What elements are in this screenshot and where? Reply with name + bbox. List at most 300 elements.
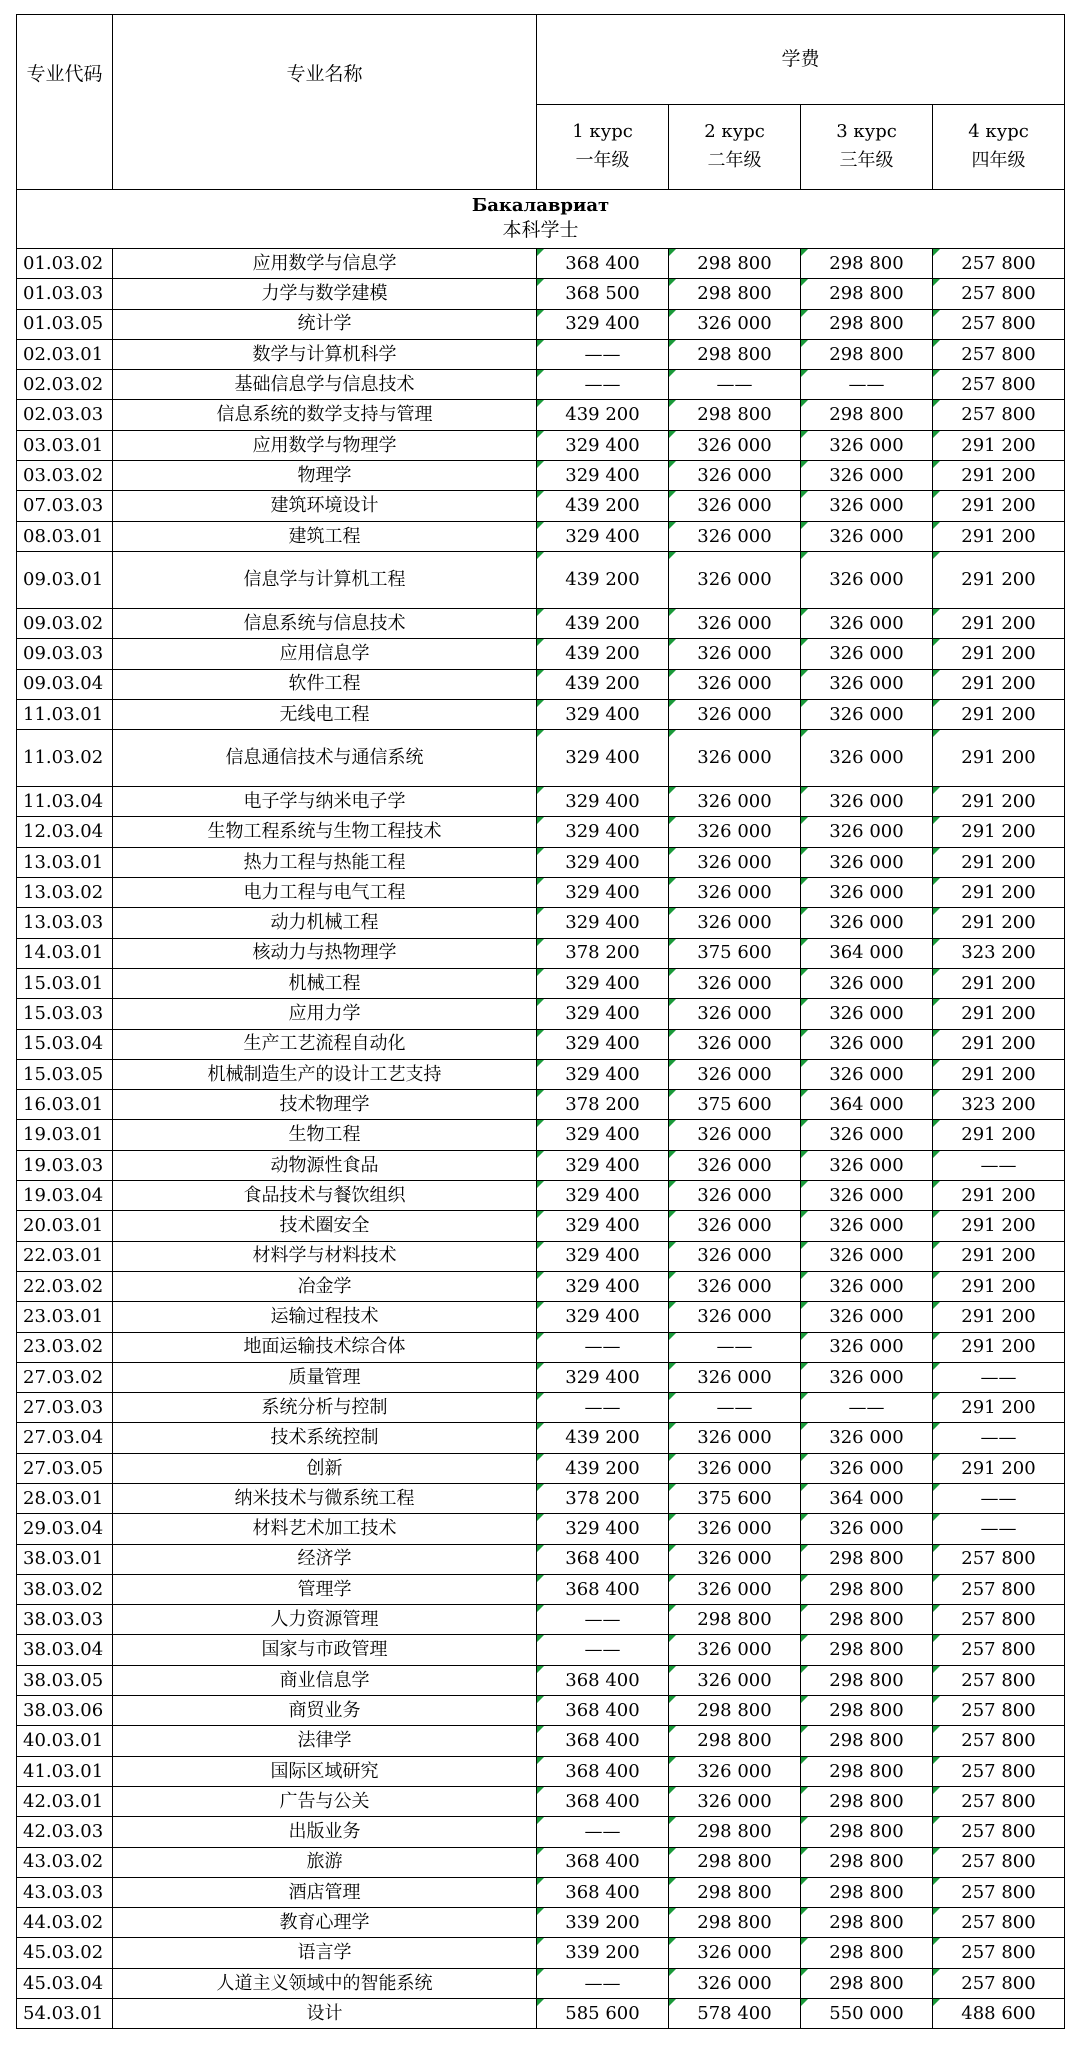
cell-fee-course-4: 257 800 (933, 1665, 1065, 1695)
cell-fee-course-4: 291 200 (933, 730, 1065, 787)
cell-code: 19.03.04 (17, 1181, 113, 1211)
cell-fee-course-1: 329 400 (537, 1211, 669, 1241)
cell-fee-course-3: 326 000 (801, 1302, 933, 1332)
table-row (17, 608, 1065, 638)
cell-name: 地面运输技术综合体 (113, 1332, 537, 1362)
cell-fee-course-3: 326 000 (801, 847, 933, 877)
table-row (17, 669, 1065, 699)
cell-fee-course-2: 298 800 (669, 1605, 801, 1635)
cell-fee-course-1: 368 400 (537, 1786, 669, 1816)
cell-fee-course-4: 257 800 (933, 1605, 1065, 1635)
cell-fee-course-3: 326 000 (801, 730, 933, 787)
cell-fee-course-3: 298 800 (801, 339, 933, 369)
cell-name: 语言学 (113, 1938, 537, 1968)
cell-fee-course-2: 326 000 (669, 1514, 801, 1544)
cell-fee-course-1: 329 400 (537, 1362, 669, 1392)
cell-fee-course-4: 257 800 (933, 1544, 1065, 1574)
cell-name: 信息系统的数学支持与管理 (113, 400, 537, 430)
cell-name: 食品技术与餐饮组织 (113, 1181, 537, 1211)
table-row (17, 1786, 1065, 1816)
cell-fee-course-2: 326 000 (669, 521, 801, 551)
header-course-3: 3 курс 三年级 (801, 104, 933, 189)
cell-fee-course-2: 326 000 (669, 1271, 801, 1301)
cell-fee-course-1: 368 400 (537, 1726, 669, 1756)
cell-fee-course-3: 326 000 (801, 491, 933, 521)
cell-code: 08.03.01 (17, 521, 113, 551)
cell-fee-course-1: 329 400 (537, 1302, 669, 1332)
cell-code: 27.03.05 (17, 1453, 113, 1483)
cell-name: 基础信息学与信息技术 (113, 370, 537, 400)
cell-fee-course-3: 326 000 (801, 999, 933, 1029)
cell-name: 物理学 (113, 461, 537, 491)
cell-fee-course-3: 364 000 (801, 938, 933, 968)
cell-fee-course-3: 298 800 (801, 400, 933, 430)
cell-fee-course-2: 298 800 (669, 1726, 801, 1756)
cell-fee-course-2: 326 000 (669, 639, 801, 669)
cell-fee-course-1: 329 400 (537, 999, 669, 1029)
cell-fee-course-3: 326 000 (801, 1241, 933, 1271)
table-row (17, 1514, 1065, 1544)
table-row (17, 908, 1065, 938)
table-row (17, 400, 1065, 430)
cell-fee-course-3: 298 800 (801, 1756, 933, 1786)
table-row (17, 339, 1065, 369)
cell-name: 广告与公关 (113, 1786, 537, 1816)
cell-code: 16.03.01 (17, 1090, 113, 1120)
cell-fee-course-3: 326 000 (801, 968, 933, 998)
cell-fee-course-3: 326 000 (801, 521, 933, 551)
cell-code: 43.03.02 (17, 1847, 113, 1877)
cell-fee-course-1: 439 200 (537, 551, 669, 608)
cell-code: 22.03.01 (17, 1241, 113, 1271)
cell-code: 28.03.01 (17, 1483, 113, 1513)
cell-fee-course-2: 298 800 (669, 1908, 801, 1938)
cell-code: 02.03.02 (17, 370, 113, 400)
cell-code: 13.03.03 (17, 908, 113, 938)
cell-fee-course-4: 291 200 (933, 1271, 1065, 1301)
cell-name: 法律学 (113, 1726, 537, 1756)
cell-name: 应用数学与信息学 (113, 249, 537, 279)
table-row (17, 1181, 1065, 1211)
cell-fee-course-2: 326 000 (669, 491, 801, 521)
cell-fee-course-3: 364 000 (801, 1090, 933, 1120)
cell-fee-course-1: 368 400 (537, 1756, 669, 1786)
cell-fee-course-1: 329 400 (537, 309, 669, 339)
cell-code: 54.03.01 (17, 1999, 113, 2029)
table-row (17, 787, 1065, 817)
table-row (17, 1847, 1065, 1877)
cell-fee-course-4: 323 200 (933, 1090, 1065, 1120)
cell-fee-course-2: 326 000 (669, 551, 801, 608)
cell-fee-course-1: 439 200 (537, 491, 669, 521)
cell-fee-course-4: 291 200 (933, 669, 1065, 699)
cell-fee-course-2: 326 000 (669, 1150, 801, 1180)
table-row (17, 1362, 1065, 1392)
table-row (17, 1332, 1065, 1362)
cell-fee-course-2: 326 000 (669, 1665, 801, 1695)
table-row (17, 551, 1065, 608)
cell-name: 机械工程 (113, 968, 537, 998)
cell-code: 45.03.02 (17, 1938, 113, 1968)
cell-name: 应用信息学 (113, 639, 537, 669)
table-row (17, 1120, 1065, 1150)
cell-fee-course-2: 326 000 (669, 1029, 801, 1059)
cell-fee-course-2: 375 600 (669, 938, 801, 968)
table-row (17, 491, 1065, 521)
cell-fee-course-3: 298 800 (801, 249, 933, 279)
cell-fee-course-2: 326 000 (669, 1938, 801, 1968)
cell-name: 机械制造生产的设计工艺支持 (113, 1059, 537, 1089)
cell-code: 38.03.04 (17, 1635, 113, 1665)
table-row (17, 847, 1065, 877)
cell-fee-course-4: 291 200 (933, 878, 1065, 908)
cell-fee-course-2: —— (669, 370, 801, 400)
cell-name: 动力机械工程 (113, 908, 537, 938)
cell-fee-course-4: 291 200 (933, 1332, 1065, 1362)
header-course-1: 1 курс 一年级 (537, 104, 669, 189)
cell-fee-course-3: 298 800 (801, 1968, 933, 1998)
cell-fee-course-4: 257 800 (933, 1938, 1065, 1968)
cell-name: 运输过程技术 (113, 1302, 537, 1332)
cell-fee-course-1: 439 200 (537, 1423, 669, 1453)
cell-name: 数学与计算机科学 (113, 339, 537, 369)
cell-fee-course-4: 257 800 (933, 400, 1065, 430)
cell-fee-course-2: 326 000 (669, 1453, 801, 1483)
cell-fee-course-3: 298 800 (801, 1696, 933, 1726)
cell-fee-course-3: 326 000 (801, 787, 933, 817)
cell-fee-course-3: 326 000 (801, 639, 933, 669)
table-row (17, 1059, 1065, 1089)
cell-name: 国际区域研究 (113, 1756, 537, 1786)
cell-fee-course-4: 257 800 (933, 370, 1065, 400)
cell-fee-course-2: —— (669, 1393, 801, 1423)
cell-fee-course-3: 298 800 (801, 1726, 933, 1756)
cell-name: 冶金学 (113, 1271, 537, 1301)
cell-name: 统计学 (113, 309, 537, 339)
cell-fee-course-2: 326 000 (669, 699, 801, 729)
table-row (17, 461, 1065, 491)
cell-code: 15.03.04 (17, 1029, 113, 1059)
cell-code: 15.03.03 (17, 999, 113, 1029)
table-row (17, 1696, 1065, 1726)
cell-fee-course-2: 326 000 (669, 1423, 801, 1453)
cell-fee-course-3: 364 000 (801, 1483, 933, 1513)
table-row (17, 1999, 1065, 2029)
table-row (17, 521, 1065, 551)
section-row (17, 190, 1065, 249)
cell-name: 应用力学 (113, 999, 537, 1029)
cell-fee-course-4: 291 200 (933, 1120, 1065, 1150)
table-row (17, 1938, 1065, 1968)
cell-fee-course-2: 326 000 (669, 1211, 801, 1241)
cell-fee-course-4: 291 200 (933, 999, 1065, 1029)
cell-fee-course-4: 257 800 (933, 1756, 1065, 1786)
cell-fee-course-2: 578 400 (669, 1999, 801, 2029)
cell-fee-course-1: 368 400 (537, 1574, 669, 1604)
cell-name: 热力工程与热能工程 (113, 847, 537, 877)
cell-fee-course-1: 329 400 (537, 817, 669, 847)
cell-code: 11.03.04 (17, 787, 113, 817)
cell-name: 建筑工程 (113, 521, 537, 551)
table-row (17, 430, 1065, 460)
cell-fee-course-4: 291 200 (933, 521, 1065, 551)
cell-name: 创新 (113, 1453, 537, 1483)
cell-fee-course-3: 298 800 (801, 1877, 933, 1907)
cell-fee-course-1: 329 400 (537, 847, 669, 877)
cell-fee-course-1: —— (537, 1968, 669, 1998)
cell-name: 无线电工程 (113, 699, 537, 729)
cell-fee-course-3: 326 000 (801, 1362, 933, 1392)
cell-code: 03.03.02 (17, 461, 113, 491)
cell-name: 技术物理学 (113, 1090, 537, 1120)
cell-fee-course-4: 291 200 (933, 430, 1065, 460)
cell-fee-course-4: 291 200 (933, 908, 1065, 938)
cell-fee-course-1: —— (537, 1817, 669, 1847)
cell-name: 教育心理学 (113, 1908, 537, 1938)
cell-fee-course-3: 326 000 (801, 1181, 933, 1211)
cell-fee-course-2: 326 000 (669, 430, 801, 460)
cell-name: 经济学 (113, 1544, 537, 1574)
cell-fee-course-2: 326 000 (669, 461, 801, 491)
cell-fee-course-2: 298 800 (669, 1847, 801, 1877)
cell-fee-course-2: 298 800 (669, 400, 801, 430)
cell-fee-course-2: 326 000 (669, 1574, 801, 1604)
cell-fee-course-3: 326 000 (801, 1453, 933, 1483)
cell-name: 电子学与纳米电子学 (113, 787, 537, 817)
cell-name: 电力工程与电气工程 (113, 878, 537, 908)
cell-fee-course-4: 291 200 (933, 847, 1065, 877)
cell-code: 13.03.01 (17, 847, 113, 877)
cell-name: 核动力与热物理学 (113, 938, 537, 968)
cell-fee-course-4: 257 800 (933, 309, 1065, 339)
table-row (17, 1393, 1065, 1423)
cell-fee-course-3: 298 800 (801, 309, 933, 339)
cell-fee-course-1: 368 400 (537, 1696, 669, 1726)
cell-name: 管理学 (113, 1574, 537, 1604)
cell-fee-course-4: 291 200 (933, 1181, 1065, 1211)
cell-fee-course-4: —— (933, 1423, 1065, 1453)
cell-fee-course-3: 326 000 (801, 608, 933, 638)
cell-code: 22.03.02 (17, 1271, 113, 1301)
cell-fee-course-3: 298 800 (801, 1574, 933, 1604)
table-row (17, 1877, 1065, 1907)
cell-name: 生产工艺流程自动化 (113, 1029, 537, 1059)
table-row (17, 1605, 1065, 1635)
table-row (17, 1453, 1065, 1483)
cell-name: 建筑环境设计 (113, 491, 537, 521)
cell-fee-course-3: —— (801, 1393, 933, 1423)
cell-fee-course-4: 291 200 (933, 461, 1065, 491)
cell-code: 27.03.02 (17, 1362, 113, 1392)
cell-fee-course-2: 326 000 (669, 1635, 801, 1665)
cell-fee-course-4: 291 200 (933, 491, 1065, 521)
cell-name: 酒店管理 (113, 1877, 537, 1907)
cell-fee-course-1: —— (537, 1605, 669, 1635)
cell-code: 38.03.05 (17, 1665, 113, 1695)
cell-name: 生物工程 (113, 1120, 537, 1150)
cell-fee-course-4: 291 200 (933, 817, 1065, 847)
cell-fee-course-3: 326 000 (801, 1150, 933, 1180)
cell-name: 动物源性食品 (113, 1150, 537, 1180)
table-row (17, 1302, 1065, 1332)
cell-name: 力学与数学建模 (113, 279, 537, 309)
cell-fee-course-4: 291 200 (933, 1241, 1065, 1271)
cell-code: 09.03.02 (17, 608, 113, 638)
table-row (17, 1090, 1065, 1120)
cell-fee-course-1: 368 400 (537, 1544, 669, 1574)
cell-fee-course-2: 326 000 (669, 1181, 801, 1211)
cell-fee-course-1: 439 200 (537, 639, 669, 669)
table-row (17, 1635, 1065, 1665)
section-title-ru: Бакалавриат (471, 195, 610, 217)
cell-fee-course-2: 326 000 (669, 968, 801, 998)
cell-fee-course-2: 298 800 (669, 339, 801, 369)
table-row (17, 370, 1065, 400)
cell-name: 应用数学与物理学 (113, 430, 537, 460)
cell-code: 01.03.05 (17, 309, 113, 339)
cell-name: 信息学与计算机工程 (113, 551, 537, 608)
cell-fee-course-4: 291 200 (933, 1211, 1065, 1241)
cell-fee-course-1: —— (537, 339, 669, 369)
cell-fee-course-2: 326 000 (669, 1544, 801, 1574)
cell-fee-course-1: 439 200 (537, 608, 669, 638)
cell-fee-course-1: —— (537, 370, 669, 400)
cell-fee-course-3: 326 000 (801, 669, 933, 699)
cell-fee-course-4: 257 800 (933, 1696, 1065, 1726)
cell-name: 技术圈安全 (113, 1211, 537, 1241)
cell-fee-course-4: 257 800 (933, 1786, 1065, 1816)
cell-fee-course-2: 326 000 (669, 730, 801, 787)
cell-fee-course-1: 329 400 (537, 1514, 669, 1544)
cell-fee-course-2: 326 000 (669, 908, 801, 938)
cell-code: 44.03.02 (17, 1908, 113, 1938)
cell-fee-course-4: 257 800 (933, 249, 1065, 279)
cell-fee-course-4: 291 200 (933, 608, 1065, 638)
cell-name: 生物工程系统与生物工程技术 (113, 817, 537, 847)
cell-fee-course-3: 550 000 (801, 1999, 933, 2029)
cell-fee-course-1: 329 400 (537, 430, 669, 460)
cell-name: 质量管理 (113, 1362, 537, 1392)
cell-fee-course-2: 298 800 (669, 1877, 801, 1907)
cell-fee-course-3: 326 000 (801, 1514, 933, 1544)
cell-code: 11.03.02 (17, 730, 113, 787)
cell-fee-course-1: 339 200 (537, 1938, 669, 1968)
cell-name: 国家与市政管理 (113, 1635, 537, 1665)
cell-code: 27.03.04 (17, 1423, 113, 1453)
cell-name: 设计 (113, 1999, 537, 2029)
cell-name: 信息系统与信息技术 (113, 608, 537, 638)
cell-fee-course-1: 329 400 (537, 968, 669, 998)
cell-fee-course-3: 298 800 (801, 1786, 933, 1816)
cell-fee-course-3: 326 000 (801, 908, 933, 938)
cell-fee-course-2: 298 800 (669, 1696, 801, 1726)
cell-fee-course-4: 291 200 (933, 968, 1065, 998)
cell-fee-course-1: 439 200 (537, 669, 669, 699)
cell-fee-course-2: 298 800 (669, 279, 801, 309)
table-row (17, 938, 1065, 968)
cell-fee-course-4: —— (933, 1483, 1065, 1513)
cell-code: 14.03.01 (17, 938, 113, 968)
cell-code: 13.03.02 (17, 878, 113, 908)
table-row (17, 878, 1065, 908)
cell-fee-course-2: 326 000 (669, 878, 801, 908)
cell-fee-course-3: 326 000 (801, 817, 933, 847)
cell-fee-course-3: 298 800 (801, 1908, 933, 1938)
cell-fee-course-1: 585 600 (537, 1999, 669, 2029)
cell-fee-course-1: 329 400 (537, 461, 669, 491)
cell-fee-course-1: 378 200 (537, 1090, 669, 1120)
cell-fee-course-3: 298 800 (801, 1635, 933, 1665)
table-row (17, 1241, 1065, 1271)
cell-name: 软件工程 (113, 669, 537, 699)
cell-fee-course-3: 326 000 (801, 1423, 933, 1453)
cell-name: 商贸业务 (113, 1696, 537, 1726)
cell-code: 38.03.03 (17, 1605, 113, 1635)
table-row (17, 730, 1065, 787)
cell-code: 15.03.01 (17, 968, 113, 998)
cell-fee-course-2: 326 000 (669, 1786, 801, 1816)
table-row (17, 968, 1065, 998)
cell-name: 出版业务 (113, 1817, 537, 1847)
cell-name: 人力资源管理 (113, 1605, 537, 1635)
cell-fee-course-2: 298 800 (669, 1817, 801, 1847)
cell-fee-course-3: 298 800 (801, 1605, 933, 1635)
table-row (17, 999, 1065, 1029)
cell-fee-course-1: —— (537, 1332, 669, 1362)
cell-fee-course-1: 339 200 (537, 1908, 669, 1938)
cell-fee-course-2: 326 000 (669, 608, 801, 638)
cell-fee-course-3: 326 000 (801, 1271, 933, 1301)
table-row (17, 1574, 1065, 1604)
table-row (17, 249, 1065, 279)
cell-fee-course-2: 298 800 (669, 249, 801, 279)
header-code: 专业代码 (17, 15, 113, 190)
cell-fee-course-1: 329 400 (537, 1271, 669, 1301)
cell-name: 信息通信技术与通信系统 (113, 730, 537, 787)
cell-fee-course-3: 326 000 (801, 1120, 933, 1150)
cell-fee-course-4: 488 600 (933, 1999, 1065, 2029)
table-row (17, 639, 1065, 669)
cell-fee-course-1: 378 200 (537, 938, 669, 968)
cell-fee-course-4: 291 200 (933, 551, 1065, 608)
cell-code: 29.03.04 (17, 1514, 113, 1544)
cell-code: 12.03.04 (17, 817, 113, 847)
cell-name: 纳米技术与微系统工程 (113, 1483, 537, 1513)
table-row (17, 1665, 1065, 1695)
cell-fee-course-2: 326 000 (669, 1302, 801, 1332)
cell-fee-course-1: 329 400 (537, 878, 669, 908)
cell-fee-course-2: 375 600 (669, 1090, 801, 1120)
cell-code: 09.03.03 (17, 639, 113, 669)
table-row (17, 699, 1065, 729)
cell-code: 02.03.01 (17, 339, 113, 369)
cell-fee-course-1: —— (537, 1393, 669, 1423)
cell-fee-course-4: 257 800 (933, 279, 1065, 309)
cell-fee-course-3: —— (801, 370, 933, 400)
table-row (17, 817, 1065, 847)
cell-name: 人道主义领域中的智能系统 (113, 1968, 537, 1998)
cell-fee-course-3: 326 000 (801, 430, 933, 460)
table-row (17, 1726, 1065, 1756)
cell-fee-course-3: 326 000 (801, 1332, 933, 1362)
cell-fee-course-4: —— (933, 1150, 1065, 1180)
cell-fee-course-4: 257 800 (933, 1726, 1065, 1756)
cell-fee-course-2: 326 000 (669, 999, 801, 1029)
cell-fee-course-2: 375 600 (669, 1483, 801, 1513)
cell-fee-course-4: 257 800 (933, 1574, 1065, 1604)
cell-fee-course-2: 326 000 (669, 1059, 801, 1089)
cell-code: 38.03.02 (17, 1574, 113, 1604)
